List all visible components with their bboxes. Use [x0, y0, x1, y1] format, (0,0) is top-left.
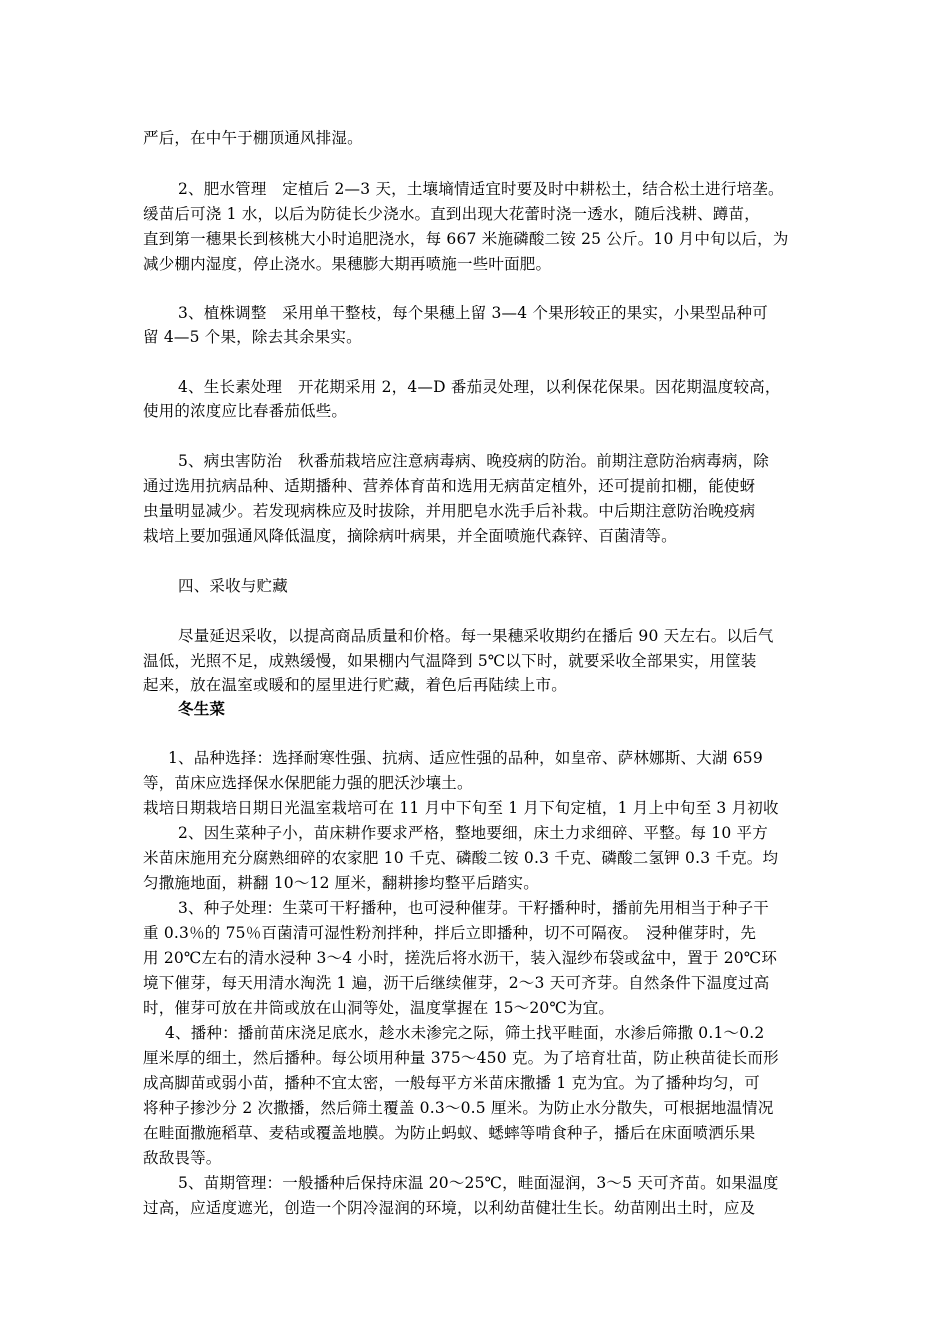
section-title-lettuce: 冬生菜 — [178, 699, 226, 718]
text-line: 厘米厚的细土，然后播种。每公顷用种量 375～450 克。为了培育壮苗，防止秧苗徒长而形 — [143, 1049, 779, 1067]
text-line: 起来，放在温室或暖和的屋里进行贮藏，着色后再陆续上市。 — [143, 676, 567, 694]
text-line: 重 0.3％的 75％百菌清可湿性粉剂拌种，拌后立即播种，切不可隔夜。 浸种催芽时，先 — [143, 924, 757, 942]
text-line: 境下催芽，每天用清水淘洗 1 遍，沥干后继续催芽，2～3 天可齐芽。自然条件下温度过高 — [143, 974, 770, 992]
text-line: 留 4—5 个果，除去其余果实。 — [143, 328, 362, 346]
text-line: 敌敌畏等。 — [143, 1149, 222, 1167]
paragraph-seedling-care: 5、苗期管理：一般播种后保持床温 20～25℃，畦面湿润，3～5 天可齐苗。如果温度 — [178, 1174, 779, 1192]
text-line: 成高脚苗或弱小苗，播种不宜太密，一般每平方米苗床撒播 1 克为宜。为了播种均匀，可 — [143, 1074, 760, 1092]
text-line: 时，催芽可放在井筒或放在山洞等处，温度掌握在 15～20℃为宜。 — [143, 999, 615, 1017]
text-line: 减少棚内湿度，停止浇水。果穗膨大期再喷施一些叶面肥。 — [143, 255, 552, 273]
paragraph-heading-fertilizer: 2、肥水管理 定植后 2—3 天，土壤墒情适宜时要及时中耕松土，结合松土进行培垄。 — [178, 180, 784, 198]
text-line: 尽量延迟采收，以提高商品质量和价格。每一果穗采收期约在播后 90 天左右。以后气 — [178, 627, 774, 645]
text-line: 通过选用抗病品种、适期播种、营养体育苗和选用无病苗定植外，还可提前扣棚，能使蚜 — [143, 477, 756, 495]
text-line: 米苗床施用充分腐熟细碎的农家肥 10 千克、磷酸二铵 0.3 千克、磷酸二氢钾 0.3 千克。均 — [143, 849, 779, 867]
text-line: 栽培上要加强通风降低温度，摘除病叶病果，并全面喷施代森锌、百菌清等。 — [143, 527, 677, 545]
text-line: 等，苗床应选择保水保肥能力强的肥沃沙壤土。 — [143, 774, 473, 792]
text-line: 用 20℃左右的清水浸种 3～4 小时，搓洗后将水沥干，装入湿纱布袋或盆中，置于 20℃环 — [143, 949, 778, 967]
text-line: 缓苗后可浇 1 水，以后为防徒长少浇水。直到出现大花蕾时浇一透水，随后浅耕、蹲苗， — [143, 205, 760, 223]
paragraph-sowing: 4、播种：播前苗床浇足底水，趁水未渗完之际，筛土找平畦面，水渗后筛撒 0.1～0.2 — [165, 1024, 765, 1042]
text-line: 过高，应适度遮光，创造一个阴冷湿润的环境，以利幼苗健壮生长。幼苗刚出土时，应及 — [143, 1199, 756, 1217]
text-line: 直到第一穗果长到核桃大小时追肥浇水，每 667 米施磷酸二铵 25 公斤。10 月中旬以后，为 — [143, 230, 789, 248]
paragraph-seedbed: 2、因生菜种子小，苗床耕作要求严格，整地要细，床土力求细碎、平整。每 10 平方 — [178, 824, 768, 842]
text-line: 匀撒施地面，耕翻 10～12 厘米，翻耕掺均整平后踏实。 — [143, 874, 539, 892]
text-line: 将种子掺沙分 2 次撒播，然后筛土覆盖 0.3～0.5 厘米。为防止水分散失，可根据地温情况 — [143, 1099, 774, 1117]
text-line: 温低，光照不足，成熟缓慢，如果棚内气温降到 5℃以下时，就要采收全部果实，用筐装 — [143, 652, 757, 670]
paragraph-heading-pest: 5、病虫害防治 秋番茄栽培应注意病毒病、晚疫病的防治。前期注意防治病毒病，除 — [178, 452, 769, 470]
section-heading-harvest: 四、采收与贮藏 — [178, 577, 288, 595]
text-line: 在畦面撒施稻草、麦秸或覆盖地膜。为防止蚂蚁、蟋蟀等啃食种子，播后在床面喷洒乐果 — [143, 1124, 756, 1142]
paragraph-heading-hormone: 4、生长素处理 开花期采用 2，4—D 番茄灵处理，以利保花保果。因花期温度较高， — [178, 378, 781, 396]
text-line: 虫量明显减少。若发现病株应及时拔除，并用肥皂水洗手后补栽。中后期注意防治晚疫病 — [143, 502, 756, 520]
paragraph-heading-plant-adjust: 3、植株调整 采用单干整枝，每个果穗上留 3—4 个果形较正的果实，小果型品种可 — [178, 304, 768, 322]
text-line: 使用的浓度应比春番茄低些。 — [143, 402, 348, 420]
text-line: 栽培日期栽培日期日光温室栽培可在 11 月中下旬至 1 月下旬定植，1 月上中旬至 3 月初收 — [143, 799, 779, 817]
text-line: 严后，在中午于棚顶通风排湿。 — [143, 129, 363, 147]
paragraph-seed-treatment: 3、种子处理：生菜可干籽播种，也可浸种催芽。干籽播种时，播前先用相当于种子干 — [178, 899, 769, 917]
paragraph-variety: 1、品种选择：选择耐寒性强、抗病、适应性强的品种，如皇帝、萨林娜斯、大湖 659 — [168, 749, 763, 767]
